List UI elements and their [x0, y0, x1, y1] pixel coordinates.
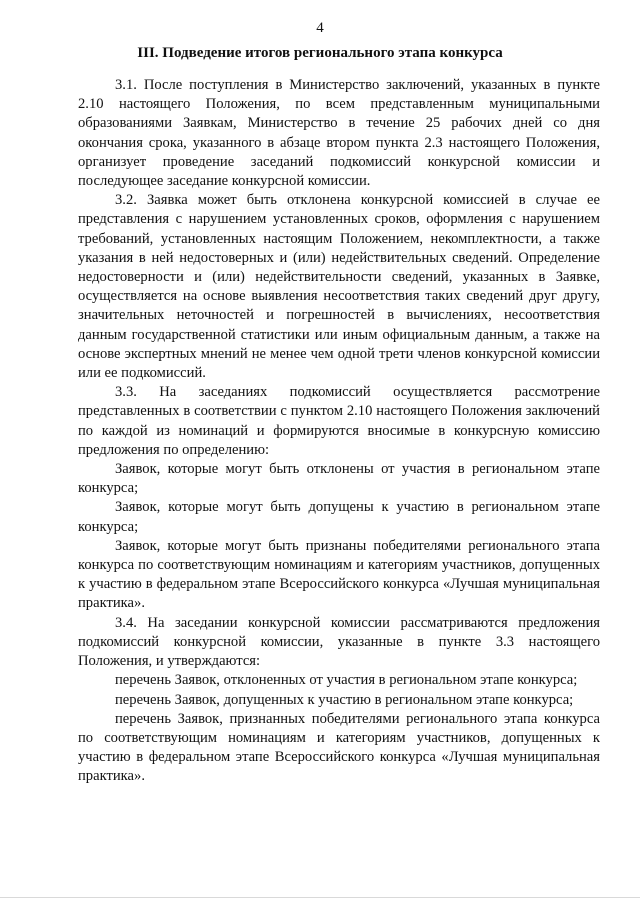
list-item-rejected-list: перечень Заявок, отклоненных от участия в региональном этапе конкурса; — [115, 672, 578, 689]
section-title: III. Подведение итогов регионального этапа конкурса — [137, 45, 503, 61]
list-item-rejected-proposal: Заявок, которые могут быть отклонены от участия в региональном этапе конкурса; — [78, 461, 600, 497]
paragraph-3-1: 3.1. После поступления в Министерство заключений, указанных в пункте 2.10 настоящего Положения, по всем представленным муниципальными образованиями Заявкам, Министерство в течение 25 рабочих дней со дня окончания срока, указанного в абзаце втором пункта 2.3 настоящего Положения, организует проведение заседаний подкомиссий конкурсной комиссии и последующее заседание конкурсной комиссии. — [78, 77, 600, 190]
list-item-winners-list: перечень Заявок, признанных победителями регионального этапа конкурса по соответствующим номинациям и категориям участников, допущенных к участию в федеральном этапе Всероссийского конкурса «Лучшая муниципальная практика». — [78, 710, 600, 785]
page-number: 4 — [316, 20, 324, 36]
paragraph-3-4: 3.4. На заседании конкурсной комиссии рассматриваются предложения подкомиссий конкурсной комиссии, указанные в пункте 3.3 настоящего Положения, и утверждаются: — [78, 614, 600, 670]
document-body — [78, 76, 600, 787]
list-item-admitted-list: перечень Заявок, допущенных к участию в региональном этапе конкурса; — [115, 691, 574, 708]
paragraph-3-2: 3.2. Заявка может быть отклонена конкурсной комиссией в случае ее представления с нарушением установленных сроков, оформления с нарушением требований, установленных настоящим Положением, некомплектности, а также указания в ней недостоверных и (или) недействительных сведений. Определение недостоверности и (или) недействительности сведений, указанных в Заявке, осуществляется на основе выявления несоответствия таких сведений друг другу, значительных неточностей и погрешностей в вычислениях, несоответствия данным государственной статистики или иным официальным данным, а также на основе экспертных мнений не менее чем одной трети членов конкурсной комиссии или ее подкомиссий. — [78, 192, 600, 382]
page-bottom-edge — [0, 897, 640, 898]
paragraph-3-3: 3.3. На заседаниях подкомиссий осуществляется рассмотрение представленных в соответствии с пунктом 2.10 настоящего Положения заключений по каждой из номинаций и формируются вносимые в конкурсную комиссию предложения по определению: — [78, 384, 600, 458]
list-item-admitted-proposal: Заявок, которые могут быть допущены к участию в региональном этапе конкурса; — [78, 499, 600, 535]
list-item-winners-proposal: Заявок, которые могут быть признаны победителями регионального этапа конкурса по соответствующим номинациям и категориям участников, допущенных к участию в федеральном этапе Всероссийского конкурса «Лучшая муниципальная практика». — [78, 537, 600, 612]
